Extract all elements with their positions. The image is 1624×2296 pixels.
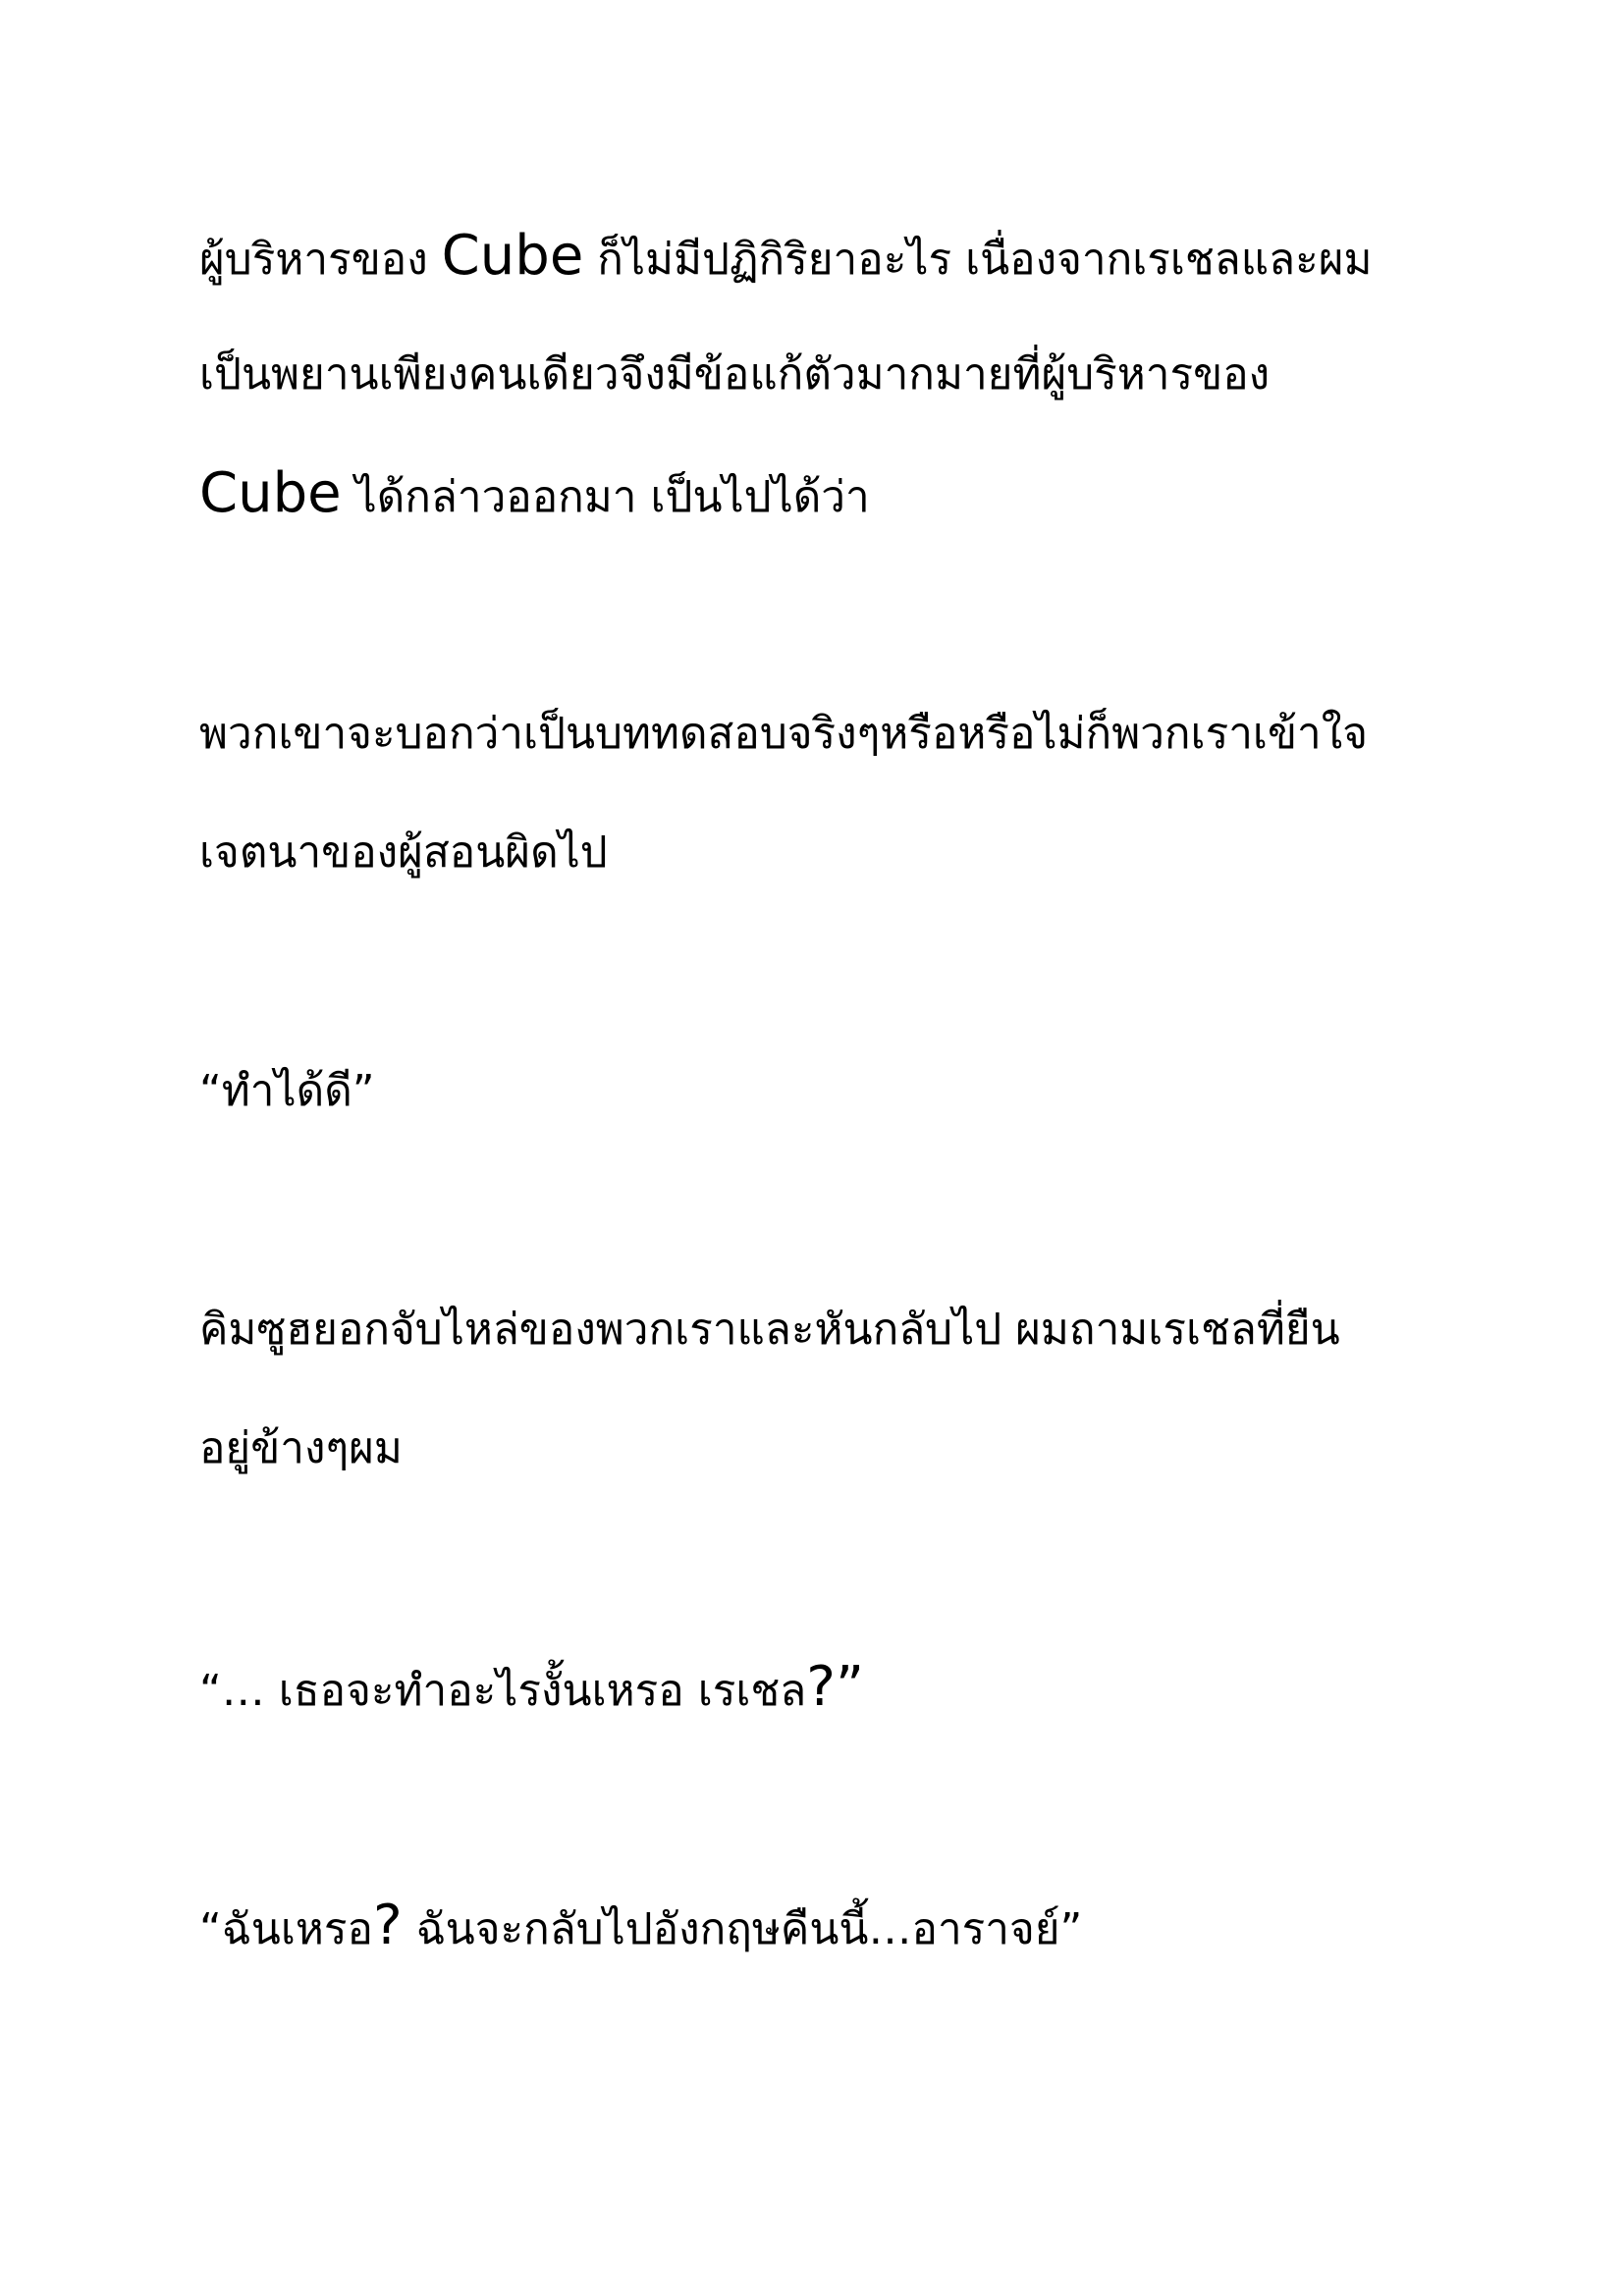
paragraph-4 — [199, 1270, 1476, 1508]
paragraph-3-dialogue — [199, 1032, 1476, 1150]
text-line — [199, 196, 1476, 315]
text-run: เจตนาของผู้สอนผิดไป — [199, 828, 608, 878]
text-run-latin: Cube — [441, 224, 584, 288]
text-run: “ทำได้ดี” — [199, 1066, 375, 1116]
text-line — [199, 1628, 1476, 1746]
text-run: ฉันจะกลับไปอังกฤษคืนนี้…อาราจย์” — [402, 1904, 1083, 1954]
text-line — [199, 1866, 1476, 1985]
text-run: คิมซูฮยอกจับไหล่ของพวกเราและหันกลับไป ผมถามเรเชลที่ยืน — [199, 1305, 1340, 1355]
text-line — [199, 1389, 1476, 1508]
paragraph-5-dialogue — [199, 1628, 1476, 1746]
text-line — [199, 434, 1476, 553]
text-run-latin: ? — [372, 1894, 403, 1957]
text-run: ได้กล่าวออกมา เป็นไปได้ว่า — [341, 472, 870, 522]
paragraph-1 — [199, 196, 1476, 553]
text-run: อยู่ข้างๆผม — [199, 1423, 403, 1473]
text-run: ผู้บริหารของ — [199, 235, 442, 285]
text-run-latin: ?” — [806, 1655, 864, 1719]
text-run: “… เธอจะทำอะไรงั้นเหรอ เรเชล — [199, 1666, 807, 1716]
text-run: ก็ไม่มีปฏิกิริยาอะไร เนื่องจากเรเชลและผม — [583, 235, 1373, 285]
text-line — [199, 674, 1476, 793]
text-line — [199, 793, 1476, 912]
paragraph-6-dialogue — [199, 1866, 1476, 1985]
text-run-latin: Cube — [199, 461, 342, 525]
text-run: “ฉันเหรอ — [199, 1904, 373, 1954]
text-run: เป็นพยานเพียงคนเดียวจึงมีข้อแก้ตัวมากมายที่ผู้บริหารของ — [199, 349, 1271, 400]
text-line — [199, 315, 1476, 434]
text-run: พวกเขาจะบอกว่าเป็นบททดสอบจริงๆหรือหรือไม่ก็พวกเราเข้าใจ — [199, 709, 1369, 759]
text-line — [199, 1032, 1476, 1150]
paragraph-2 — [199, 674, 1476, 912]
text-line — [199, 1270, 1476, 1389]
